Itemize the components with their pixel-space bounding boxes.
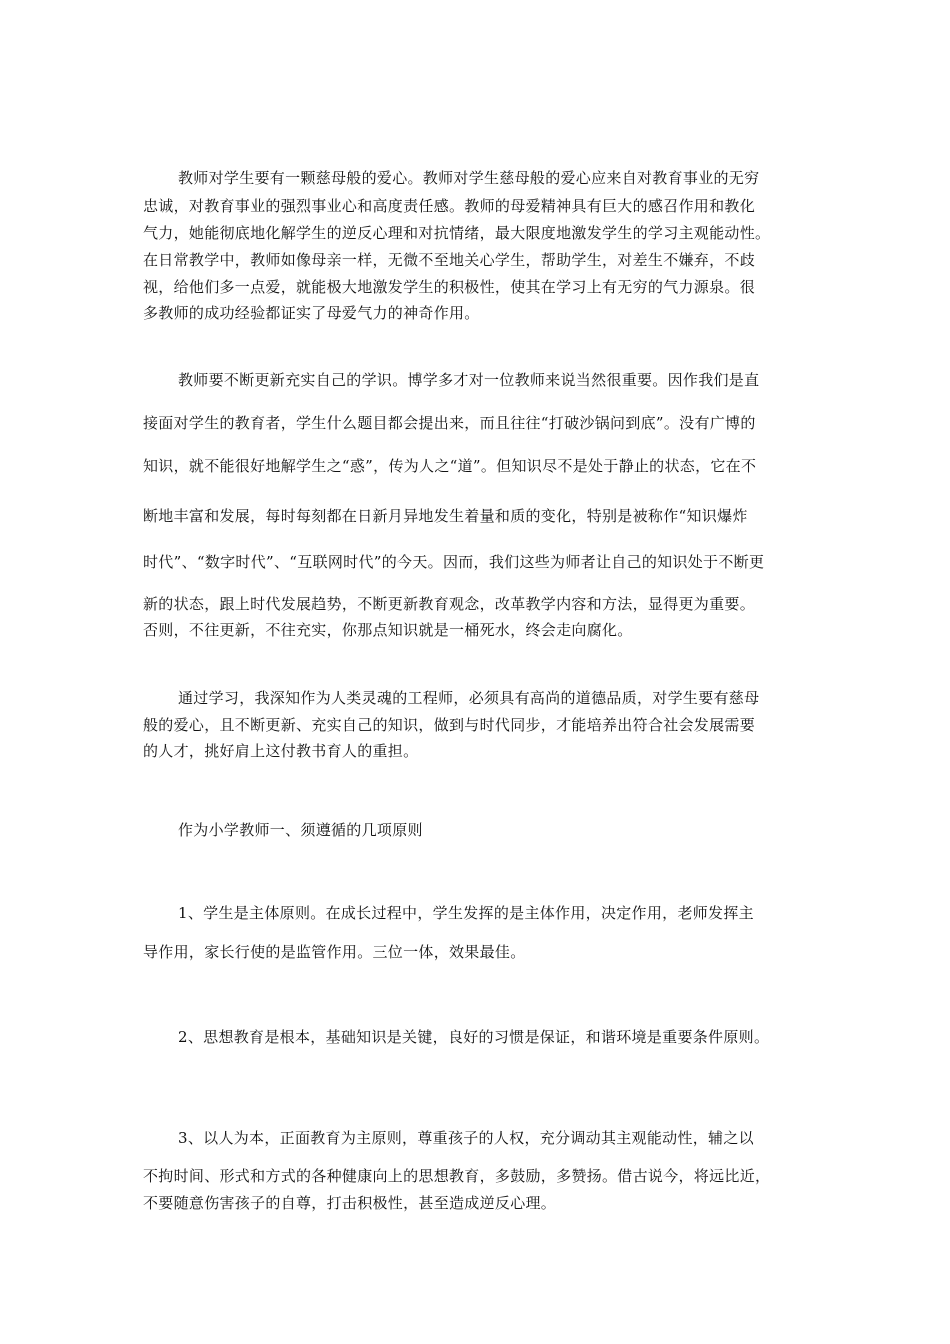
text-line: 导作用，家长行使的是监管作用。三位一体，效果最佳。 [143, 943, 526, 961]
text-line: 断地丰富和发展，每时每刻都在日新月异地发生着量和质的变化，特别是被称作“知识爆炸 [143, 507, 748, 525]
text-line: 2、思想教育是根本，基础知识是关键，良好的习惯是保证，和谐环境是重要条件原则。 [178, 1028, 770, 1046]
text-line: 忠诚，对教育事业的强烈事业心和高度责任感。教师的母爱精神具有巨大的感召作用和教化 [143, 197, 756, 215]
text-line: 不要随意伤害孩子的自尊，打击积极性，甚至造成逆反心理。 [143, 1194, 557, 1212]
text-line: 知识，就不能很好地解学生之“惑”，传为人之“道”。但知识尽不是处于静止的状态，它在不 [143, 457, 757, 475]
text-line: 不拘时间、形式和方式的各种健康向上的思想教育，多鼓励，多赞扬。借古说今，将远比近， [143, 1167, 771, 1185]
text-line: 1、学生是主体原则。在成长过程中，学生发挥的是主体作用，决定作用，老师发挥主 [178, 904, 754, 922]
text-line: 通过学习，我深知作为人类灵魂的工程师，必须具有高尚的道德品质，对学生要有慈母 [178, 689, 760, 707]
text-line: 时代”、“数字时代”、“互联网时代”的今天。因而，我们这些为师者让自己的知识处于不断更 [143, 553, 765, 571]
text-line: 新的状态，跟上时代发展趋势，不断更新教育观念，改革教学内容和方法，显得更为重要。 [143, 595, 756, 613]
text-line: 教师对学生要有一颗慈母般的爱心。教师对学生慈母般的爱心应来自对教育事业的无穷 [178, 169, 760, 187]
text-line: 多教师的成功经验都证实了母爱气力的神奇作用。 [143, 304, 480, 322]
text-line: 否则，不往更新，不往充实，你那点知识就是一桶死水，终会走向腐化。 [143, 621, 633, 639]
text-line: 般的爱心，且不断更新、充实自己的知识，做到与时代同步，才能培养出符合社会发展需要 [143, 716, 756, 734]
section-heading: 作为小学教师一、须遵循的几项原则 [178, 821, 423, 839]
text-line: 视，给他们多一点爱，就能极大地激发学生的积极性，使其在学习上有无穷的气力源泉。很 [143, 278, 756, 296]
text-line: 的人才，挑好肩上这付教书育人的重担。 [143, 742, 419, 760]
text-line: 接面对学生的教育者，学生什么题目都会提出来，而且往往“打破沙锅问到底”。没有广博的 [143, 414, 756, 432]
text-line: 3、以人为本，正面教育为主原则，尊重孩子的人权，充分调动其主观能动性，辅之以 [178, 1129, 754, 1147]
text-line: 在日常教学中，教师如像母亲一样，无微不至地关心学生，帮助学生，对差生不嫌弃，不歧 [143, 251, 756, 269]
text-line: 气力，她能彻底地化解学生的逆反心理和对抗情绪，最大限度地激发学生的学习主观能动性。 [143, 224, 771, 242]
text-line: 教师要不断更新充实自己的学识。博学多才对一位教师来说当然很重要。因作我们是直 [178, 371, 760, 389]
